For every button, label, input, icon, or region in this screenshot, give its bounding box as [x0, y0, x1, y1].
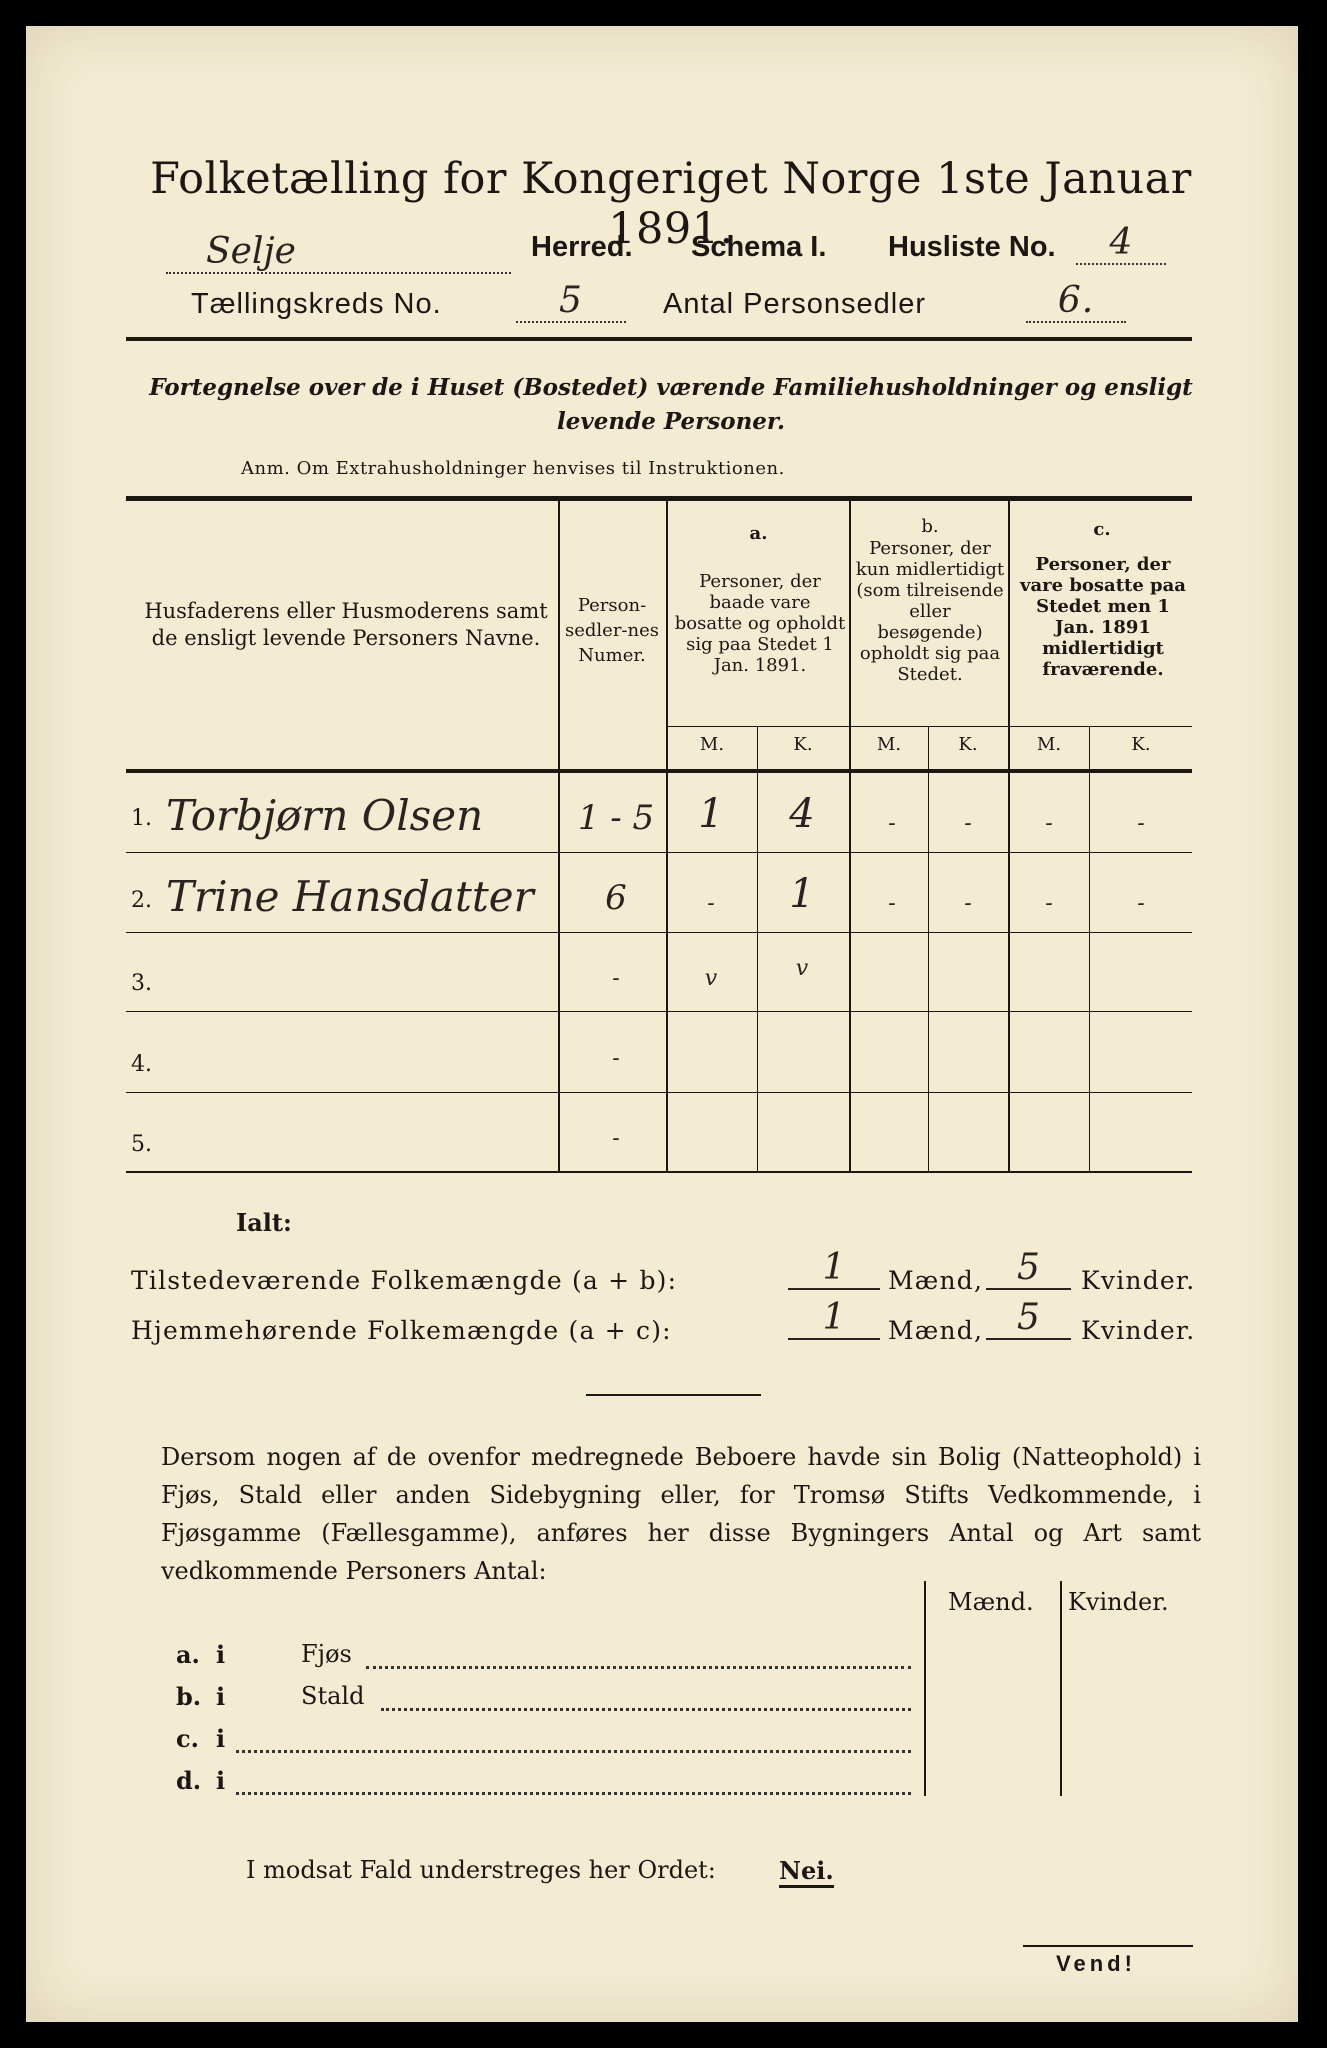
building-i: i — [216, 1724, 226, 1753]
row-number: 3. — [131, 971, 152, 996]
kvinder-label: Kvinder. — [1081, 1316, 1196, 1345]
kreds-label: Tællingskreds No. — [191, 288, 442, 320]
cell-a-m: v — [704, 966, 718, 991]
hjemme-kvinder-value: 5 — [986, 1298, 1071, 1340]
subheader-rule — [666, 726, 1192, 727]
building-letter: d. — [176, 1766, 202, 1795]
row-num: - — [612, 1126, 620, 1151]
building-i: i — [216, 1640, 226, 1669]
building-label: Stald — [301, 1682, 365, 1710]
table-top-rule — [126, 496, 1192, 501]
col-divider — [666, 501, 668, 1173]
col-divider — [924, 1581, 926, 1796]
building-letter: c. — [176, 1724, 199, 1753]
header-bottom-rule — [126, 769, 1192, 773]
row-number: 4. — [131, 1052, 152, 1077]
col-header-b: Personer, der kun midlertidigt (som tilreisende eller besøgende) opholdt sig paa Stedet. — [855, 538, 1005, 685]
hjemme-maend-value: 1 — [788, 1298, 880, 1340]
row-line — [126, 852, 1192, 853]
vend-label: Vend! — [1056, 1951, 1136, 1976]
herred-line — [166, 231, 511, 274]
kvinder-header: Kvinder. — [1068, 1588, 1169, 1616]
dotted-leader — [236, 1750, 911, 1753]
cell-a-k: 4 — [789, 791, 815, 837]
maend-label: Mænd, — [888, 1316, 984, 1345]
col-b-k: K. — [958, 734, 978, 755]
col-header-c: Personer, der vare bosatte paa Stedet men 1 Jan. 1891 midlertidigt fraværende. — [1020, 554, 1186, 680]
col-divider — [928, 726, 929, 1173]
kvinder-label: Kvinder. — [1081, 1266, 1196, 1295]
instruction-paragraph: Dersom nogen af de ovenfor medregnede Beboere havde sin Bolig (Natteophold) i Fjøs, Stald eller anden Sidebygning eller, for Tromsø Stifts Vedkommende, i Fjøsgamme (Fællesgamme), anføres her disse Bygningers Antal og Art samt vedkommende Personers Antal: — [161, 1443, 1201, 1585]
form-subtitle: Fortegnelse over de i Huset (Bostedet) værende Familiehusholdninger og ensligt levende Personer. — [149, 374, 1193, 435]
col-b-m: M. — [876, 734, 902, 755]
col-divider — [1089, 726, 1090, 1173]
row-number: 2. — [131, 888, 152, 913]
col-header-name: Husfaderens eller Husmoderens samt de ensligt levende Personers Navne. — [144, 599, 548, 650]
cell-c-k: - — [1137, 891, 1145, 916]
row-line — [126, 1092, 1192, 1093]
col-divider — [757, 726, 758, 1173]
antal-value: 6. — [1026, 280, 1126, 323]
annotation-note: Anm. Om Extrahusholdninger henvises til Instruktionen. — [241, 458, 785, 479]
census-form-page — [26, 26, 1298, 2022]
maend-label: Mænd, — [888, 1266, 984, 1295]
cell-a-m: - — [707, 891, 715, 916]
cell-b-m: - — [888, 811, 896, 836]
dotted-leader — [366, 1666, 911, 1669]
building-letter: b. — [176, 1682, 202, 1711]
col-divider — [558, 501, 560, 1173]
cell-c-k: - — [1137, 811, 1145, 836]
cell-a-k: v — [795, 956, 809, 981]
hjemme-label: Hjemmehørende Folkemængde (a + c): — [131, 1316, 672, 1345]
cell-a-k: 1 — [789, 871, 815, 917]
footer-word: Nei. — [779, 1856, 834, 1888]
cell-a-m: 1 — [698, 791, 724, 837]
footer-text: I modsat Fald understreges her Ordet: — [246, 1856, 716, 1884]
cell-b-k: - — [964, 891, 972, 916]
col-divider — [1008, 501, 1010, 1173]
cell-b-m: - — [888, 891, 896, 916]
col-a-k: K. — [793, 734, 813, 755]
col-b-letter: b. — [921, 516, 939, 537]
row-num: - — [612, 966, 620, 991]
col-a-letter: a. — [749, 523, 768, 544]
row-line — [126, 1011, 1192, 1012]
ialt-label: Ialt: — [236, 1208, 292, 1237]
col-divider — [849, 501, 851, 1173]
vend-rule — [1023, 1945, 1193, 1947]
row-number: 1. — [131, 806, 152, 831]
row-num: 6 — [605, 878, 627, 918]
dotted-leader — [236, 1792, 911, 1795]
antal-label: Antal Personsedler — [663, 288, 927, 320]
table-bottom-rule — [126, 1171, 1192, 1173]
tilstede-maend-value: 1 — [788, 1248, 880, 1290]
kreds-value: 5 — [516, 280, 626, 323]
col-divider — [1060, 1581, 1062, 1796]
col-c-k: K. — [1131, 734, 1151, 755]
building-i: i — [216, 1766, 226, 1795]
tilstede-label: Tilstedeværende Folkemængde (a + b): — [131, 1266, 678, 1295]
cell-c-m: - — [1045, 811, 1053, 836]
row-num: - — [612, 1046, 620, 1071]
form-title: Folketælling for Kongeriget Norge 1ste Januar 1891. — [150, 154, 1192, 254]
col-header-a: Personer, der baade vare bosatte og opholdt sig paa Stedet 1 Jan. 1891. — [674, 571, 846, 676]
dotted-leader — [381, 1708, 911, 1711]
building-label: Fjøs — [301, 1640, 352, 1668]
husliste-value: 4 — [1076, 222, 1166, 265]
row-number: 5. — [131, 1132, 152, 1157]
building-i: i — [216, 1682, 226, 1711]
row-num: 1 - 5 — [577, 798, 655, 838]
header-rule — [126, 337, 1192, 341]
row-line — [126, 932, 1192, 933]
husliste-label: Husliste No. — [888, 231, 1056, 263]
col-c-letter: c. — [1093, 519, 1111, 540]
schema-label: Schema I. — [691, 231, 827, 263]
cell-c-m: - — [1045, 891, 1053, 916]
col-a-m: M. — [699, 734, 725, 755]
herred-label: Herred. — [531, 231, 633, 263]
tilstede-kvinder-value: 5 — [986, 1248, 1071, 1290]
col-c-m: M. — [1036, 734, 1062, 755]
col-header-num: Person-sedler-nes Numer. — [565, 595, 659, 666]
section-divider — [586, 1394, 761, 1396]
row-name: Trine Hansdatter — [166, 872, 534, 921]
row-name: Torbjørn Olsen — [166, 791, 484, 840]
maend-header: Mænd. — [948, 1588, 1034, 1616]
herred-value: Selje — [166, 231, 511, 274]
building-letter: a. — [176, 1640, 200, 1669]
cell-b-k: - — [964, 811, 972, 836]
